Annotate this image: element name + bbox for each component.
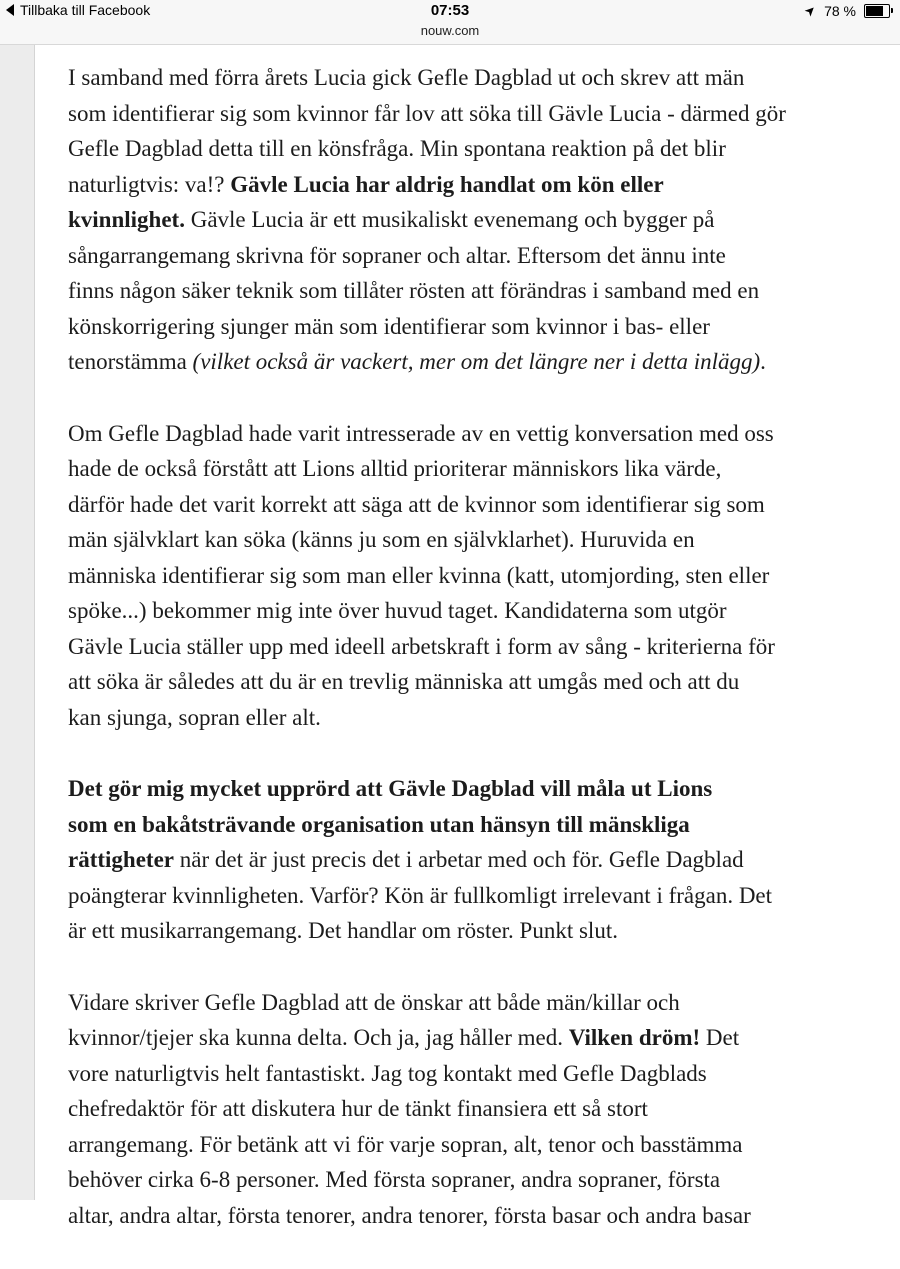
text-line: sångarrangemang skrivna för sopraner och altar. Eftersom det ännu inte <box>68 242 726 268</box>
paragraph-1 <box>68 60 888 380</box>
text-line: arrangemang. För betänk att vi för varje sopran, alt, tenor och basstämma <box>68 1131 743 1157</box>
paragraph-4 <box>68 985 888 1234</box>
left-margin-strip <box>0 45 35 1200</box>
status-bar <box>0 0 900 45</box>
text-line: Om Gefle Dagblad hade varit intresserade av en vettig konversation med oss <box>68 420 774 446</box>
text-segment: när det är just precis det i arbetar med och för. Gefle Dagblad <box>174 847 744 872</box>
text-segment: tenorstämma <box>68 349 193 374</box>
text-line: altar, andra altar, första tenorer, andra tenorer, första basar och andra basar <box>68 1202 751 1228</box>
text-line: Gävle Lucia ställer upp med ideell arbetskraft i form av sång - kriterierna för <box>68 633 775 659</box>
text-segment: naturligtvis: va!? <box>68 171 231 197</box>
text-line: Gefle Dagblad detta till en könsfråga. Min spontana reaktion på det blir <box>68 136 726 161</box>
text-line: vore naturligtvis helt fantastiskt. Jag tog kontakt med Gefle Dagblads <box>68 1060 707 1086</box>
text-line: poängterar kvinnligheten. Varför? Kön är fullkomligt irrelevant i frågan. Det <box>68 882 773 908</box>
clock: 07:53 <box>430 2 470 19</box>
bold-text-line: Det gör mig mycket upprörd att Gävle Dagblad vill måla ut Lions <box>68 776 713 801</box>
text-line: är ett musikarrangemang. Det handlar om röster. Punkt slut. <box>68 918 618 943</box>
text-line: människa identifierar sig som man eller kvinna (katt, utomjording, sten eller <box>68 562 770 588</box>
text-segment: . <box>760 349 766 374</box>
text-line <box>68 1020 888 1056</box>
text-segment: kvinnor/tjejer ska kunna delta. Och ja, jag håller med. <box>68 1025 569 1050</box>
battery-percentage: 78 % <box>824 3 856 19</box>
text-line: kan sjunga, sopran eller alt. <box>68 704 321 730</box>
status-indicators <box>801 1 890 20</box>
bold-text: kvinnlighet. <box>68 207 185 232</box>
text-line: behöver cirka 6-8 personer. Med första sopraner, andra sopraner, första <box>68 1167 721 1192</box>
text-line: chefredaktör för att diskutera hur de tänkt finansiera ett så stort <box>68 1096 648 1121</box>
article-body <box>68 60 888 1269</box>
text-segment: Gävle Lucia är ett musikaliskt evenemang och bygger på <box>184 207 715 232</box>
bold-text-line: som en bakåtsträvande organisation utan hänsyn till mänskliga <box>68 811 690 837</box>
page-url[interactable]: nouw.com <box>420 23 480 38</box>
bold-text: Vilken dröm! <box>568 1025 701 1050</box>
text-line <box>68 842 888 878</box>
paragraph-3 <box>68 771 888 949</box>
text-line: I samband med förra årets Lucia gick Gefle Dagblad ut och skrev att män <box>68 65 745 90</box>
text-line <box>68 202 888 238</box>
text-line: hade de också förstått att Lions alltid prioriterar människors lika värde, <box>68 456 722 481</box>
text-line <box>68 344 888 380</box>
text-line: därför hade det varit korrekt att säga att de kvinnor som identifierar sig som <box>68 491 765 517</box>
text-line: Vidare skriver Gefle Dagblad att de önskar att både män/killar och <box>68 989 680 1015</box>
battery-fill <box>866 6 883 16</box>
bold-text: Gävle Lucia har aldrig handlat om kön eller <box>230 171 664 197</box>
back-link-label: Tillbaka till Facebook <box>20 2 151 18</box>
bold-text: rättigheter <box>68 847 174 872</box>
text-line: att söka är således att du är en trevlig människa att umgås med och att du <box>68 669 740 694</box>
text-line: som identifierar sig som kvinnor får lov att söka till Gävle Lucia - därmed gör <box>68 100 786 126</box>
text-line: män självklart kan söka (känns ju som en självklarhet). Huruvida en <box>68 527 695 552</box>
italic-text: (vilket också är vackert, mer om det längre ner i detta inlägg) <box>192 349 761 374</box>
location-arrow-icon: ➤ <box>801 1 820 20</box>
text-line: spöke...) bekommer mig inte över huvud taget. Kandidaterna som utgör <box>68 598 727 623</box>
battery-icon <box>864 4 890 18</box>
paragraph-2 <box>68 416 888 736</box>
text-line: könskorrigering sjunger män som identifierar som kvinnor i bas- eller <box>68 313 710 339</box>
text-line <box>68 167 888 203</box>
text-line: finns någon säker teknik som tillåter rösten att förändras i samband med en <box>68 278 760 303</box>
text-segment: Det <box>700 1025 740 1050</box>
